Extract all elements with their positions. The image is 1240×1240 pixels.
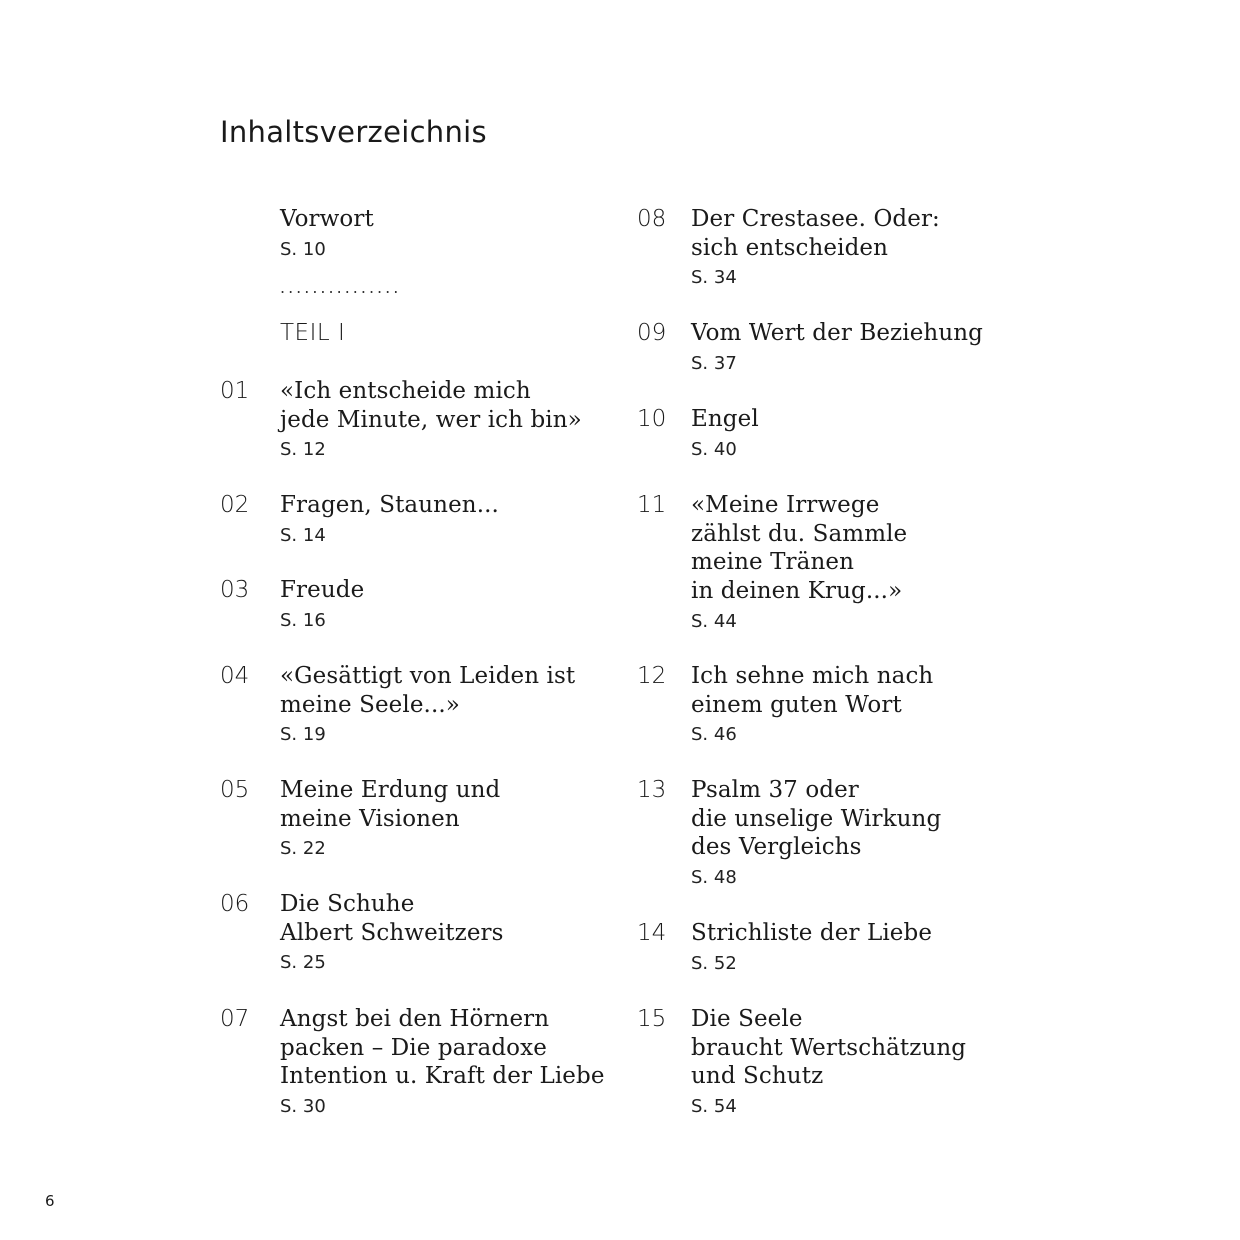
- entry-number: 15: [637, 1006, 667, 1032]
- entry-title[interactable]: Fragen, Staunen...: [280, 492, 499, 518]
- entry-page: S. 46: [691, 724, 737, 746]
- entry-page: S. 14: [280, 524, 326, 546]
- entry-page: S. 30: [280, 1096, 326, 1118]
- entry-page: S. 25: [280, 952, 326, 974]
- entry-page: S. 16: [280, 609, 326, 631]
- entry-page: S. 52: [691, 952, 737, 974]
- entry-page: S. 48: [691, 867, 737, 889]
- entry-page: S. 34: [691, 267, 737, 289]
- part-label: TEIL I: [280, 320, 346, 346]
- entry-page: S. 12: [280, 439, 326, 461]
- entry-number: 13: [637, 777, 667, 803]
- entry-number: 09: [637, 320, 667, 346]
- entry-number: 06: [220, 891, 250, 917]
- entry-title[interactable]: Strichliste der Liebe: [691, 920, 933, 946]
- entry-title[interactable]: Freude: [280, 577, 365, 603]
- entry-title[interactable]: Meine Erdung und meine Visionen: [280, 777, 501, 832]
- entry-number: 01: [220, 378, 250, 404]
- entry-page: S. 40: [691, 438, 737, 460]
- entry-title[interactable]: Engel: [691, 406, 759, 432]
- entry-page: S. 37: [691, 352, 737, 374]
- entry-title[interactable]: Vom Wert der Beziehung: [691, 320, 983, 346]
- entry-title[interactable]: Angst bei den Hörnern packen – Die paradoxe Intention u. Kraft der Liebe: [280, 1006, 605, 1090]
- entry-page: S. 22: [280, 838, 326, 860]
- entry-number: 10: [637, 406, 667, 432]
- entry-title[interactable]: Die Seele braucht Wertschätzung und Schutz: [691, 1006, 967, 1090]
- entry-page: S. 54: [691, 1096, 737, 1118]
- preface-page: S. 10: [280, 239, 326, 260]
- entry-number: 03: [220, 577, 250, 603]
- page-number: 6: [45, 1192, 55, 1210]
- entry-number: 07: [220, 1006, 250, 1032]
- page-title: Inhaltsverzeichnis: [220, 115, 487, 149]
- entry-number: 04: [220, 663, 250, 689]
- entry-number: 12: [637, 663, 667, 689]
- entry-page: S. 19: [280, 724, 326, 746]
- entry-title[interactable]: Psalm 37 oder die unselige Wirkung des Vergleichs: [691, 777, 942, 861]
- separator-dots: ...............: [280, 278, 402, 297]
- entry-title[interactable]: «Ich entscheide mich jede Minute, wer ich bin»: [280, 378, 582, 433]
- entry-number: 05: [220, 777, 250, 803]
- entry-title[interactable]: «Meine Irrwege zählst du. Sammle meine Tränen in deinen Krug...»: [691, 492, 908, 605]
- entry-number: 14: [637, 920, 667, 946]
- entry-page: S. 44: [691, 610, 737, 632]
- preface-title[interactable]: Vorwort: [280, 206, 374, 232]
- entry-title[interactable]: Die Schuhe Albert Schweitzers: [280, 891, 504, 946]
- entry-title[interactable]: «Gesättigt von Leiden ist meine Seele...»: [280, 663, 576, 718]
- entry-title[interactable]: Ich sehne mich nach einem guten Wort: [691, 663, 934, 718]
- entry-number: 02: [220, 492, 250, 518]
- entry-number: 08: [637, 206, 667, 232]
- entry-number: 11: [637, 492, 667, 518]
- entry-title[interactable]: Der Crestasee. Oder: sich entscheiden: [691, 206, 940, 261]
